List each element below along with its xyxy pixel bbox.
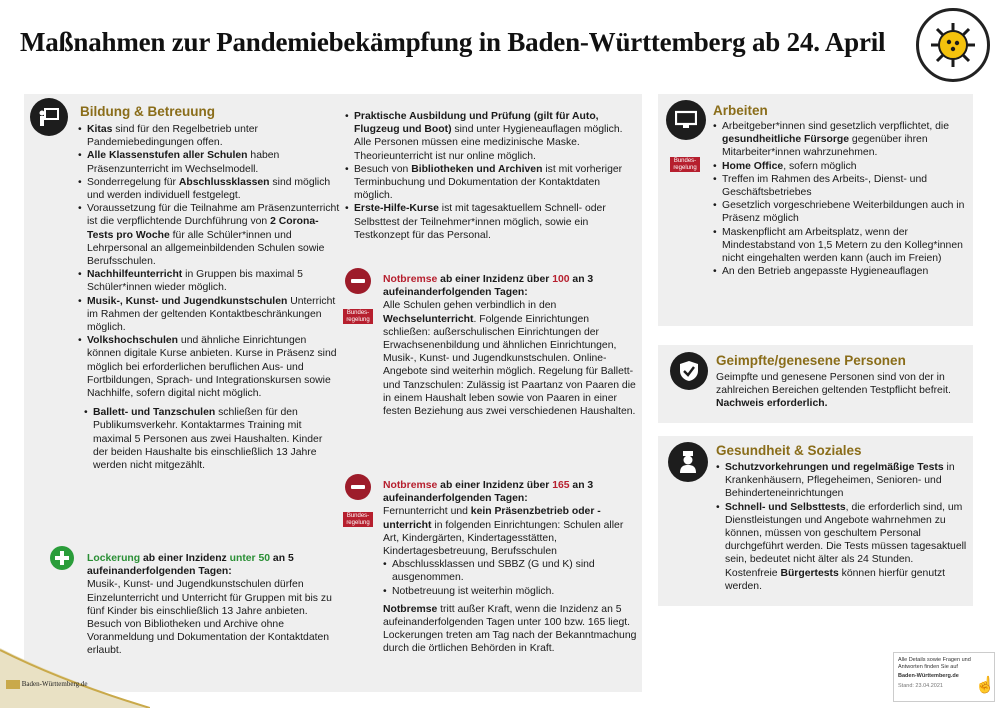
notbremse-165-block: Notbremse ab einer Inzidenz über 165 an 3 aufeinanderfolgenden Tagen: Fernunterricht und kein Präsenzbetrieb oder -unterricht in folgenden Einrichtungen: Schulen aller Art, Kindergärten, Kindertagesstätten, Kindertagesbetreuung, Berufsschulen • Abschlussklassen und SBBZ (G und K) sind ausgenommen. • Notbetreuung ist weiterhin möglich. Notbremse tritt außer Kraft, wenn die Inzidenz an 5 aufeinanderfolgenden Tagen unter 100 bzw. 165 liegt. Lockerungen treten am Tag nach der Bekanntmachung durch die örtlichen Behörden in Kraft.: [383, 479, 638, 656]
bundesregelung-badge: Bundes- regelung: [343, 512, 373, 527]
list-item: • Maskenpflicht am Arbeitsplatz, wenn der Mindestabstand von 1,5 Metern zu den Kolleg*innen nicht eingehalten werden kann (auch im Freien): [713, 226, 969, 266]
list-item: • Alle Klassenstufen aller Schulen haben Präsenzunterricht im Wechselmodell.: [78, 149, 340, 175]
geimpfte-text: Geimpfte und genesene Personen sind von der in zahlreichen Bereichen geltenden Testpflicht befreit. Nachweis erforderlich.: [716, 372, 951, 410]
page-title: Maßnahmen zur Pandemiebekämpfung in Baden-Württemberg ab 24. April: [20, 27, 886, 57]
bildung-column: [78, 123, 340, 472]
list-item: • Ballett- und Tanzschulen schließen für den Publikumsverkehr. Kontaktarmes Training mit maximal 5 Personen aus zwei Haushalten. Kinder der beiden Haushalte bis einschließlich 13 Jahre werden nicht mitgezählt.: [84, 406, 340, 472]
bundesregelung-badge: Bundes- regelung: [343, 309, 373, 324]
website-link[interactable]: Baden-Württemberg.de: [898, 673, 959, 679]
gold-swoosh-decoration: [0, 648, 150, 708]
list-item: • Treffen im Rahmen des Arbeits-, Dienst- und Geschäftsbetriebes: [713, 173, 969, 199]
list-item: • Erste-Hilfe-Kurse ist mit tagesaktuellem Schnell- oder Selbsttest der Teilnehmer*innen möglich, sowie ein Testkonzept für das Personal.: [345, 202, 637, 242]
list-item: • Schutzvorkehrungen und regelmäßige Tests in Krankenhäusern, Pflegeheimen, Senioren- und Behinderteneinrichtungen: [716, 461, 968, 501]
nurse-icon: [668, 442, 708, 482]
plus-icon: [50, 546, 74, 570]
list-item: • Notbetreuung ist weiterhin möglich.: [383, 585, 638, 598]
list-item: • Schnell- und Selbsttests, die erforderlich sind, um Dienstleistungen und Angebote wahrnehmen zu können, müssen von geschultem Personal durchgeführt werden. Die Tests müssen tagesaktuell sein, bedeutet nicht älter als 24 Stunden. Kostenfreie Bürgertests können hierfür genutzt werden.: [716, 501, 968, 593]
list-item: • Kitas sind für den Regelbetrieb unter Pandemiebedingungen offen.: [78, 123, 340, 149]
bw-logo: Baden-Württemberg.de: [6, 680, 88, 689]
info-note: Alle Details sowie Fragen und Antworten finden Sie auf Baden-Württemberg.de Stand: 23.04.2021: [893, 652, 995, 702]
notbremse-100-block: Notbremse ab einer Inzidenz über 100 an 3 aufeinanderfolgenden Tagen: Alle Schulen gehen verbindlich in den Wechselunterricht. Folgende Einrichtungen schließen: außerschulischen Einrichtungen der Erwachsenenbildung und ähnlichen Einrichtungen, Musik-, Kunst- und Jugendkunstschulen. Online-Angebote sind weiterhin möglich. Regelung für Ballett- und Tanzschulen: Zulässig ist Paartanz von Paaren die in einem Haushalt leben sowie von Paaren in einer festen Beziehung aus zwei verschiedenen Haushalten.: [383, 274, 636, 418]
gesundheit-list: [716, 461, 968, 593]
shield-check-icon: [670, 352, 708, 390]
minus-icon: [345, 474, 371, 500]
list-item: • Voraussetzung für die Teilnahme am Präsenzunterricht ist die verpflichtende Durchführung von 2 Corona-Tests pro Woche für alle Schüler*innen und Lehrpersonal an allgemeinbildenden Schulen sowie Berufsschulen.: [78, 202, 340, 268]
list-item: • Nachhilfeunterricht in Gruppen bis maximal 5 Schüler*innen wieder möglich.: [78, 268, 340, 294]
gesundheit-heading: Gesundheit & Soziales: [716, 443, 862, 458]
list-item: • Sonderregelung für Abschlussklassen sind möglich und werden individuell festgelegt.: [78, 176, 340, 202]
bundesregelung-badge: Bundes- regelung: [670, 157, 700, 172]
list-item: • Praktische Ausbildung und Prüfung (gilt für Auto, Flugzeug und Boot) sind unter Hygieneauflagen möglich. Alle Personen müssen eine medizinische Maske. Theorieunterricht ist nur online möglich.: [345, 110, 637, 163]
coronavirus-icon: [916, 8, 990, 82]
arbeiten-heading: Arbeiten: [713, 103, 768, 118]
list-item: • Volkshochschulen und ähnliche Einrichtungen können digitale Kurse anbieten. Kurse in Präsenz sind möglich bei erforderlichen beruflichen Aus- und Fortbildungen, Sprach- und Integrationskursen sowie Nachhilfe, sofern digital nicht möglich.: [78, 334, 340, 400]
mitte-column: [345, 110, 637, 242]
monitor-icon: [666, 100, 706, 140]
list-item: • Abschlussklassen und SBBZ (G und K) sind ausgenommen.: [383, 558, 638, 584]
list-item: • Arbeitgeber*innen sind gesetzlich verpflichtet, die gesundheitliche Fürsorge gegenüber ihren Mitarbeiter*innen wahrzunehmen.: [713, 120, 969, 160]
list-item: • Musik-, Kunst- und Jugendkunstschulen Unterricht im Rahmen der geltenden Kontaktbeschränkungen möglich.: [78, 295, 340, 335]
list-item: • An den Betrieb angepasste Hygieneauflagen: [713, 265, 969, 278]
bildung-heading: Bildung & Betreuung: [80, 104, 215, 119]
lockerung-block: Lockerung ab einer Inzidenz unter 50 an 5 aufeinanderfolgenden Tagen: Musik-, Kunst- und Jugendkunstschulen dürfen Einzelunterricht und Unterricht für Gruppen mit bis zu fünf Kinder bis einschließlich 13 Jahre anbieten. Besuch von Bibliotheken und Archive ohne Voranmeldung und Dokumentation der Kontaktdaten erlaubt.: [87, 553, 332, 657]
cursor-hand-icon: ☝: [975, 677, 995, 694]
minus-icon: [345, 268, 371, 294]
presentation-board-icon: [30, 98, 68, 136]
geimpfte-heading: Geimpfte/genesene Personen: [716, 353, 906, 368]
list-item: • Gesetzlich vorgeschriebene Weiterbildungen auch in Präsenz möglich: [713, 199, 969, 225]
list-item: • Besuch von Bibliotheken und Archiven ist mit vorheriger Terminbuchung und Dokumentation der Kontaktdaten möglich.: [345, 163, 637, 203]
arbeiten-list: [713, 120, 969, 278]
list-item: • Home Office, sofern möglich: [713, 160, 969, 173]
